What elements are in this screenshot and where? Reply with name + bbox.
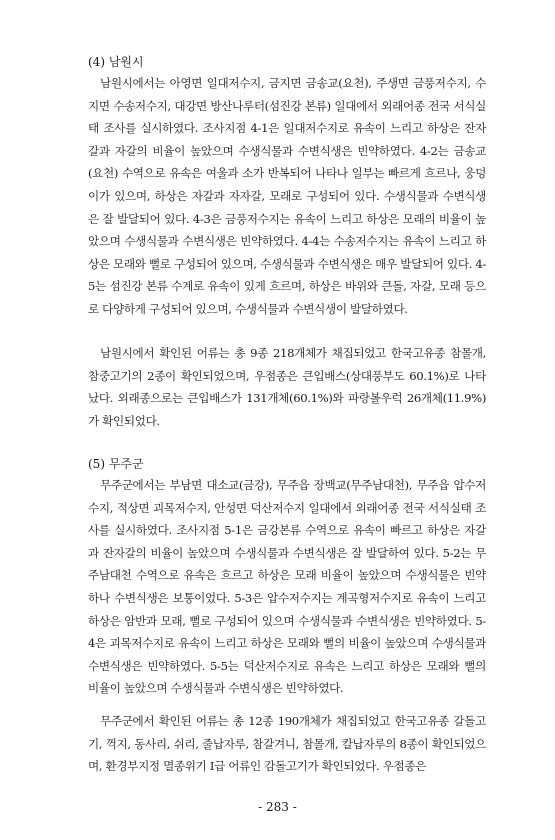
- paragraph-namwon-fish: 남원시에서 확인된 어류는 총 9종 218개체가 채집되었고 한국고유종 참몰개, 참중고기의 2종이 확인되었으며, 우점종은 큰입배스(상대풍부도 60.1%)로 나타났다. 외래종으로는 큰입배스가 131개체(60.1%)와 파랑볼우럭 26개체(11.9%)가 확인되었다.: [88, 346, 486, 428]
- page-number: - 283 -: [258, 800, 297, 814]
- section-heading-namwon: (4) 남원시: [88, 55, 144, 69]
- section-heading-muju: (5) 무주군: [88, 457, 144, 471]
- paragraph-namwon-survey: 남원시에서는 아영면 일대저수지, 금지면 금송교(요천), 주생면 금풍저수지, 수지면 수송저수지, 대강면 방산나루터(섬진강 본류) 일대에서 외래어종 전국 서식실태 조사를 실시하였다. 조사지점 4-1은 일대저수지로 유속이 느리고 하상은 잔자갈과 자갈의 비율이 높았으며 수생식물과 수변식생은 빈약하였다. 4-2는 금송교(요천) 수역으로 유속은 여울과 소가 반복되어 나타나 일부는 빠르게 흐르나, 웅덩이가 있으며, 하상은 자갈과 자자갈, 모래로 구성되어 있다. 수생식물과 수변식생은 잘 발달되어 있다. 4-3은 금풍저수지는 유속이 느리고 하상은 모래의 비율이 높았으며 수생식물과 수변식생은 빈약하였다. 4-4는 수송저수지는 유속이 느리고 하상은 모래와 뻘로 구성되어 있으며, 수생식물과 수변식생은 매우 발달되어 있다. 4-5는 섬진강 본류 수계로 유속이 있게 흐르며, 하상은 바위와 큰돌, 자갈, 모래 등으로 다양하게 구성되어 있으며, 수생식물과 수변식생이 발달하였다.: [88, 76, 486, 316]
- paragraph-muju-survey: 무주군에서는 부남면 대소교(금강), 무주읍 장백교(무주남대천), 무주읍 압수저수지, 적상면 괴목저수지, 안성면 덕산저수지 일대에서 외래어종 전국 서식실태 조사를 실시하였다. 조사지점 5-1은 금강본류 수역으로 유속이 빠르고 하상은 자갈과 잔자갈의 비율이 높았으며 수생식물과 수변식생은 잘 발달하여 있다. 5-2는 무주남대천 수역으로 유속은 흐르고 하상은 모래 비율이 높았으며 수생식물은 빈약하나 수변식생은 보통이었다. 5-3은 압수저수지는 계곡형저수지로 유속이 느리고 하상은 암반과 모래, 뻘로 구성되어 있으며 수생식물과 수변식생은 빈약하였다. 5-4은 괴목저수지로 유속이 느리고 하상은 모래와 뻘의 비율이 높았으며 수생식물과 수변식생은 빈약하였다. 5-5는 덕산저수지로 유속은 느리고 하상은 모래와 뻘의 비율이 높았으며 수생식물과 수변식생은 빈약하였다.: [88, 478, 486, 696]
- paragraph-muju-fish: 무주군에서 확인된 어류는 총 12종 190개체가 채집되었고 한국고유종 갈돌고기, 꺽지, 동사리, 쉬리, 줄납자루, 참갈겨니, 참몰개, 칼납자루의 8종이 확인되었으며, 환경부지정 멸종위기 I급 어류인 감돌고기가 확인되었다. 우점종은: [88, 714, 486, 774]
